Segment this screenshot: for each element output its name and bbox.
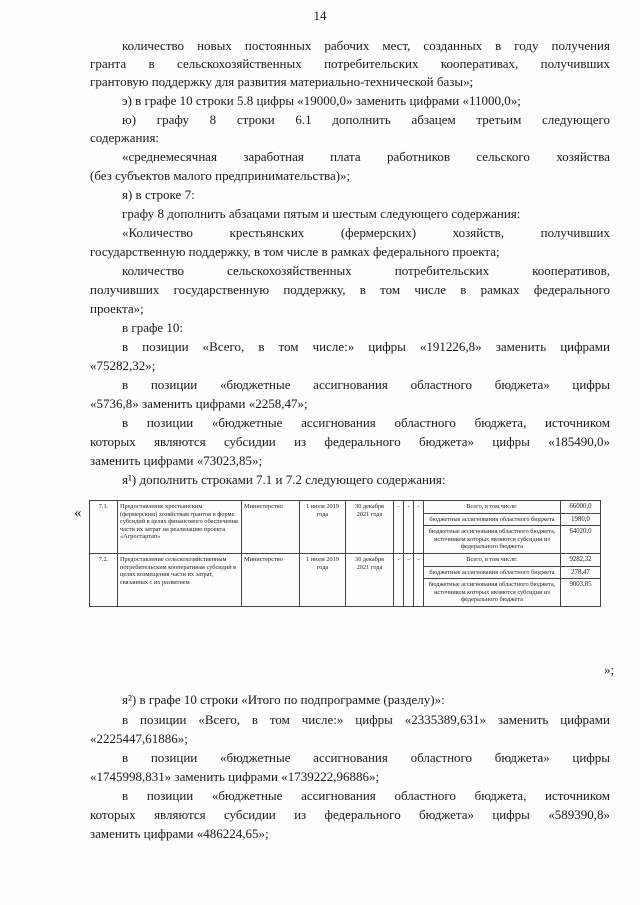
end-date-cell: 30 декабря 2021 года [346, 501, 394, 554]
text-line: проекта»; [90, 301, 144, 316]
text-line: в позиции «бюджетные ассигнования областного бюджета» цифры [122, 377, 610, 392]
dash-cell: - [404, 501, 414, 554]
text-line: (без субъектов малого предпринимательства)»; [90, 168, 351, 183]
funding-source-cell: бюджетные ассигнования областного бюджета [424, 566, 561, 579]
funding-source-cell: бюджетные ассигнования областного бюджета, источником которых являются субсидии из федерального бюджета [424, 579, 561, 607]
text-line: ю) графу 8 строки 6.1 дополнить абзацем третьим следующего [122, 112, 610, 127]
text-line: «1745998,831» заменить цифрами «1739222,96886»; [90, 769, 380, 784]
funding-source-cell: Всего, в том числе: [424, 553, 561, 566]
text-line: «75282,32»; [90, 358, 156, 373]
text-line: количество новых постоянных рабочих мест, созданных в году получения [122, 38, 610, 53]
text-line: «2225447,61886»; [90, 731, 188, 746]
text-line: я²) в графе 10 строки «Итого по подпрограмме (разделу)»: [122, 692, 445, 707]
text-line: государственную поддержку, в том числе в рамках федерального проекта; [90, 244, 500, 259]
executor-cell: Министерство [242, 501, 300, 554]
text-line: «среднемесячная заработная плата работников сельского хозяйства [122, 149, 610, 164]
end-date-cell: 30 декабря 2021 года [346, 553, 394, 606]
row-number-cell: 7.1. [90, 501, 118, 554]
table-open-quote: « [74, 505, 82, 521]
text-line: заменить цифрами «486224,65»; [90, 826, 269, 841]
funding-source-cell: бюджетные ассигнования областного бюджета [424, 513, 561, 526]
text-line: э) в графе 10 строки 5.8 цифры «19000,0» заменить цифрами «11000,0»; [122, 93, 521, 108]
start-date-cell: 1 июля 2019 года [300, 501, 346, 554]
text-line: я¹) дополнить строками 7.1 и 7.2 следующего содержания: [122, 472, 446, 487]
text-line: в позиции «бюджетные ассигнования областного бюджета, источником [122, 415, 610, 430]
table-close-quote: »; [604, 662, 615, 677]
amount-cell: 66000,0 [561, 501, 601, 514]
dash-cell: - [404, 553, 414, 606]
text-line: графу 8 дополнить абзацами пятым и шестым следующего содержания: [122, 206, 521, 221]
table-row [90, 501, 601, 514]
text-line: в позиции «бюджетные ассигнования областного бюджета» цифры [122, 750, 610, 765]
start-date-cell: 1 июля 2019 года [300, 553, 346, 606]
text-line: заменить цифрами «73023,85»; [90, 453, 263, 468]
text-line: которых являются субсидии из федерального бюджета» цифры «589390,8» [90, 807, 610, 822]
amount-cell: 1980,0 [561, 513, 601, 526]
text-line: содержания: [90, 130, 160, 145]
text-line: «Количество крестьянских (фермерских) хозяйств, получивших [122, 225, 610, 240]
activity-name-cell: Предоставление сельскохозяйственным потребительским кооперативам субсидий в целях возмещения части их затрат, связанных с их развитием [118, 553, 242, 606]
activity-name-cell: Предоставление крестьянским (фермерским) хозяйствам грантов в форме субсидий в целях финансового обеспечения части их затрат на реализацию проекта «Агростартап» [118, 501, 242, 554]
amendment-table [89, 500, 601, 607]
text-line: грантовую поддержку для развития материально-технической базы»; [90, 74, 474, 89]
dash-cell: - [414, 501, 424, 554]
amount-cell: 9003,85 [561, 579, 601, 607]
amount-cell: 9282,32 [561, 553, 601, 566]
dash-cell: - [394, 501, 404, 554]
amount-cell: 64020,0 [561, 526, 601, 554]
executor-cell: Министерство [242, 553, 300, 606]
text-line: количество сельскохозяйственных потребительских кооперативов, [122, 263, 610, 278]
text-line: я) в строке 7: [122, 187, 195, 202]
dash-cell: - [414, 553, 424, 606]
text-line: гранта в сельскохозяйственных потребительских кооперативах, получивших [90, 56, 610, 71]
text-line: в позиции «бюджетные ассигнования областного бюджета, источником [122, 788, 610, 803]
amount-cell: 278,47 [561, 566, 601, 579]
dash-cell: - [394, 553, 404, 606]
page-number: 14 [313, 8, 327, 23]
table-row [90, 553, 601, 566]
row-number-cell: 7.2. [90, 553, 118, 606]
funding-source-cell: Всего, в том числе: [424, 501, 561, 514]
text-line: в графе 10: [122, 320, 184, 335]
text-line: получивших государственную поддержку, в том числе в рамках федерального [90, 282, 610, 297]
text-line: в позиции «Всего, в том числе:» цифры «191226,8» заменить цифрами [122, 339, 610, 354]
funding-source-cell: бюджетные ассигнования областного бюджета, источником которых являются субсидии из федерального бюджета [424, 526, 561, 554]
text-line: которых являются субсидии из федерального бюджета» цифры «185490,0» [90, 434, 610, 449]
text-line: «5736,8» заменить цифрами «2258,47»; [90, 396, 308, 411]
text-line: в позиции «Всего, в том числе:» цифры «2335389,631» заменить цифрами [122, 712, 610, 727]
